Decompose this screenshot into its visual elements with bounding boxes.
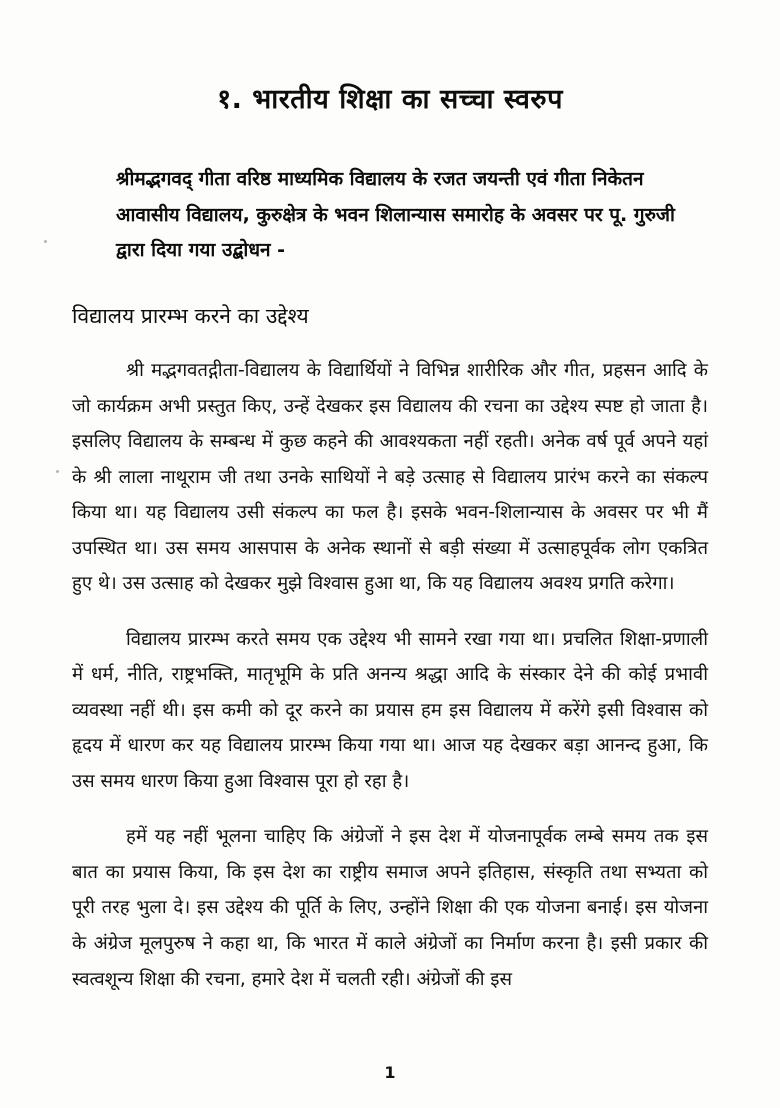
body-paragraph: श्री मद्भगवतद्गीता-विद्यालय के विद्यार्थियों ने विभिन्न शारीरिक और गीत, प्रहसन आदि के जो कार्यक्रम अभी प्रस्तुत किए, उन्हें देखकर इस विद्यालय की रचना का उद्देश्य स्पष्ट हो जाता है। इसलिए विद्यालय के सम्बन्ध में कुछ कहने की आवश्यकता नहीं रहती। अनेक वर्ष पूर्व अपने यहां के श्री लाला नाथूराम जी तथा उनके साथियों ने बड़े उत्साह से विद्यालय प्रारंभ करने का संकल्प किया था। यह विद्यालय उसी संकल्प का फल है। इसके भवन-शिलान्यास के अवसर पर भी मैं उपस्थित था। उस समय आसपास के अनेक स्थानों से बड़ी संख्या में उत्साहपूर्वक लोग एकत्रित हुए थे। उस उत्साह को देखकर मुझे विश्वास हुआ था, कि यह विद्यालय अवश्य प्रगति करेगा। bbox=[72, 360, 708, 595]
section-heading: विद्यालय प्रारम्भ करने का उद्देश्य bbox=[72, 303, 309, 328]
paper-speck bbox=[44, 240, 47, 243]
page-title: १. भारतीय शिक्षा का सच्चा स्वरुप bbox=[217, 84, 563, 115]
page-number: 1 bbox=[384, 1063, 396, 1082]
paper-speck bbox=[56, 470, 59, 473]
body-paragraph: हमें यह नहीं भूलना चाहिए कि अंग्रेजों ने इस देश में योजनापूर्वक लम्बे समय तक इस बात का प्रयास किया, कि इस देश का राष्ट्रीय समाज अपने इतिहास, संस्कृति तथा सभ्यता को पूरी तरह भुला दे। इस उद्देश्य की पूर्ति के लिए, उन्होंने शिक्षा की एक योजना बनाई। इस योजना के अंग्रेज मूलपुरुष ने कहा था, कि भारत में काले अंग्रेजों का निर्माण करना है। इसी प्रकार की स्वत्वशून्य शिक्षा की रचना, हमारे देश में चलती रही। अंग्रेजों की इस bbox=[72, 826, 708, 990]
dedication-block: श्रीमद्भगवद् गीता वरिष्ठ माध्यमिक विद्यालय के रजत जयन्ती एवं गीता निकेतन आवासीय विद्यालय, कुरुक्षेत्र के भवन शिलान्यास समारोह के अवसर पर पू. गुरुजी द्वारा दिया गया उद्बोधन - bbox=[116, 168, 675, 261]
body-paragraph: विद्यालय प्रारम्भ करते समय एक उद्देश्य भी सामने रखा गया था। प्रचलित शिक्षा-प्रणाली में धर्म, नीति, राष्ट्रभक्ति, मातृभूमि के प्रति अनन्य श्रद्धा आदि के संस्कार देने की कोई प्रभावी व्यवस्था नहीं थी। इस कमी को दूर करने का प्रयास हम इस विद्यालय में करेंगे इसी विश्वास को हृदय में धारण कर यह विद्यालय प्रारम्भ किया गया था। आज यह देखकर बड़ा आनन्द हुआ, कि उस समय धारण किया हुआ विश्वास पूरा हो रहा है। bbox=[72, 628, 708, 792]
